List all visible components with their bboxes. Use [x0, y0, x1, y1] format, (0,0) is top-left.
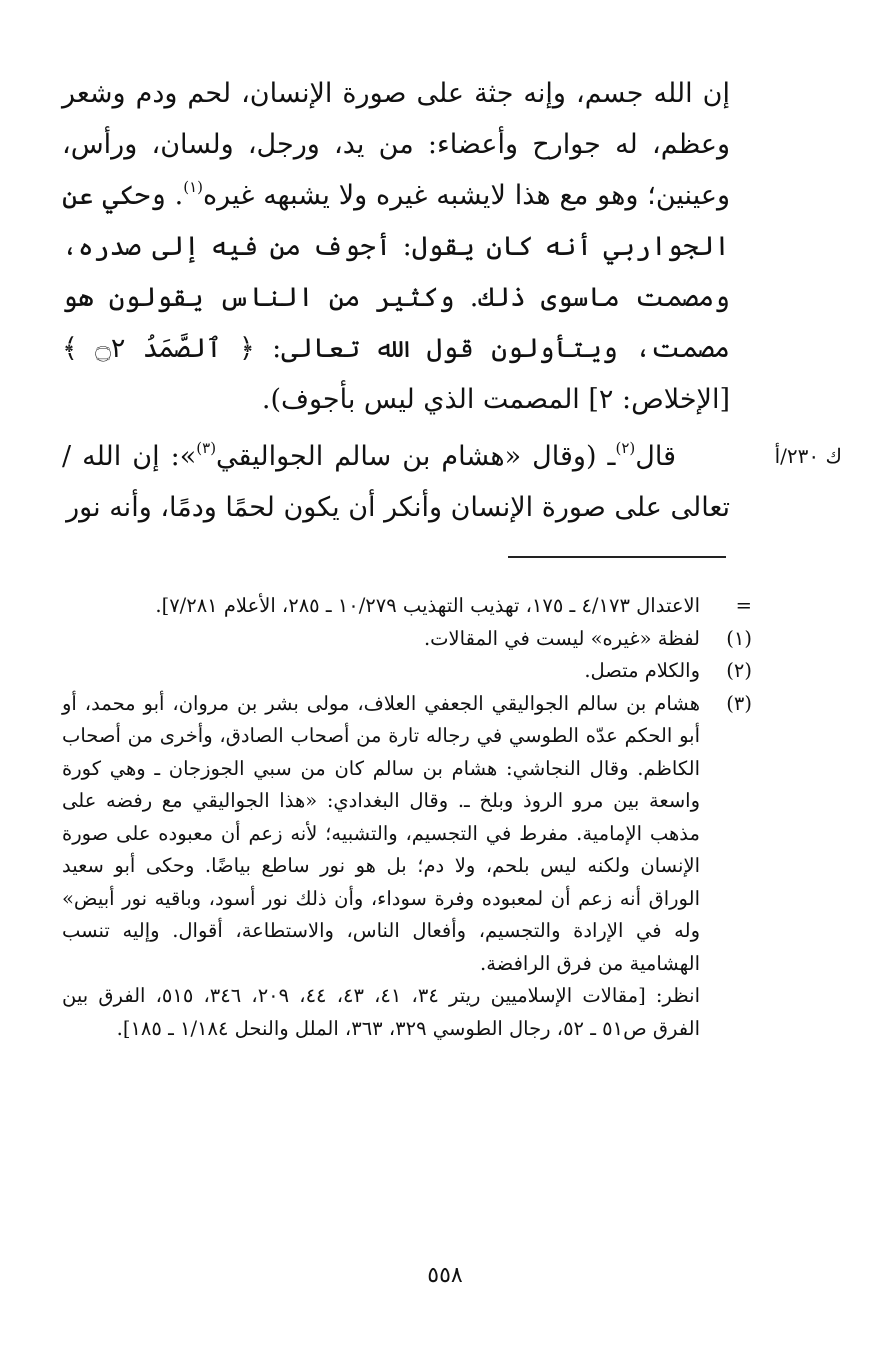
main-text-segment: ـ (وقال «هشام بن سالم الجواليقي: [216, 441, 616, 472]
main-text-segment: إن الله جسم، وإنه جثة على صورة الإنسان، لحم ودم وشعر وعظم، له جوارح وأعضاء: من يد، ورجل، ولسان، ورأس، وعينين؛ وهو مع هذا لايشبه غيره ولا يشبهه غيره: [62, 78, 731, 211]
footnote-marker: (١): [726, 626, 752, 650]
manuscript-folio-note: ك ٢٣٠/أ: [774, 444, 842, 468]
footnote-text: لفظة «غيره» ليست في المقالات.: [423, 626, 700, 650]
footnote-marker: (٣): [726, 691, 752, 715]
main-paragraph-2: [62, 431, 730, 533]
footnote-text: هشام بن سالم الجواليقي الجعفي العلاف، مولى بشر بن مروان، أبو محمد، أو أبو الحكم عدّه الطوسي في رجاله تارة من أصحاب الصادق، وأخرى من أصحاب الكاظم. وقال النجاشي: هشام بن سالم كان من سبي الجوزجان ـ وهي كورة واسعة بين مرو الروذ وبلخ ـ. وقال البغدادي: «هذا الجواليقي مع رفضه على مذهب الإمامية. مفرط في التجسيم، والتشبيه؛ لأنه زعم أن معبوده على صورة الإنسان ولكنه ليس بلحم، ولا دم؛ بل هو نور ساطع بياضًا. وحكى أبو سعيد الوراق أنه زعم أن لمعبوده وفرة سوداء، وأن ذلك نور أسود، وباقيه نور أبيض» وله في الإرادة والتجسيم، وأفعال الناس، والاستطاعة، أقوال. وإليه تنسب الهشامية من فرق الرافضة.: [62, 691, 700, 975]
main-paragraph-1: [62, 68, 730, 425]
footnote-reference-3[interactable]: (٣): [196, 439, 217, 457]
footnote-text: والكلام متصل.: [584, 659, 700, 682]
main-text: [62, 68, 730, 533]
footnote-reference-1[interactable]: (١): [183, 178, 204, 196]
page-number: ٥٥٨: [427, 1263, 463, 1288]
main-text-segment: »: إن الله / تعالى على صورة الإنسان وأنكر أن يكون لحمًا ودمًا، وأنه نور: [62, 441, 730, 523]
footnote-3: [62, 688, 752, 981]
main-text-segment: قال: [635, 441, 676, 472]
footnote-continuation: [62, 590, 752, 623]
footnote-text: الاعتدال ٤/١٧٣ ـ ١٧٥، تهذيب التهذيب ١٠/٢٧٩ ـ ٢٨٥، الأعلام ٧/٢٨١].: [155, 594, 700, 617]
footnote-separator: [508, 556, 726, 558]
footnote-reference-2[interactable]: (٢): [615, 439, 636, 457]
footnote-2: [62, 655, 752, 688]
footnote-marker: (٢): [726, 659, 752, 682]
footnote-references: انظر: [مقالات الإسلاميين ريتر ٣٤، ٤١، ٤٣، ٤٤، ٢٠٩، ٣٤٦، ٥١٥، الفرق بين الفرق ص٥١ ـ ٥٢، رجال الطوسي ٣٢٩، ٣٦٣، الملل والنحل ١/١٨٤ ـ ١٨٥].: [62, 984, 701, 1040]
footnote-1: [62, 623, 752, 656]
main-text-segment: . وحكي عن الجواربي أنه كان يقول: أجوف من فيه إلى صدره، ومصمت ماسوى ذلك. وكثير من الناس يقولون هو مصمت، ويتأولون قول الله تعالى: ﴿ ٱلصَّمَدُ ۝٢ ﴾ [الإخلاص: ٢] المصمت الذي ليس بأجوف).: [62, 180, 730, 415]
footnote-marker: =: [735, 594, 752, 617]
footnotes-section: [62, 590, 752, 1045]
